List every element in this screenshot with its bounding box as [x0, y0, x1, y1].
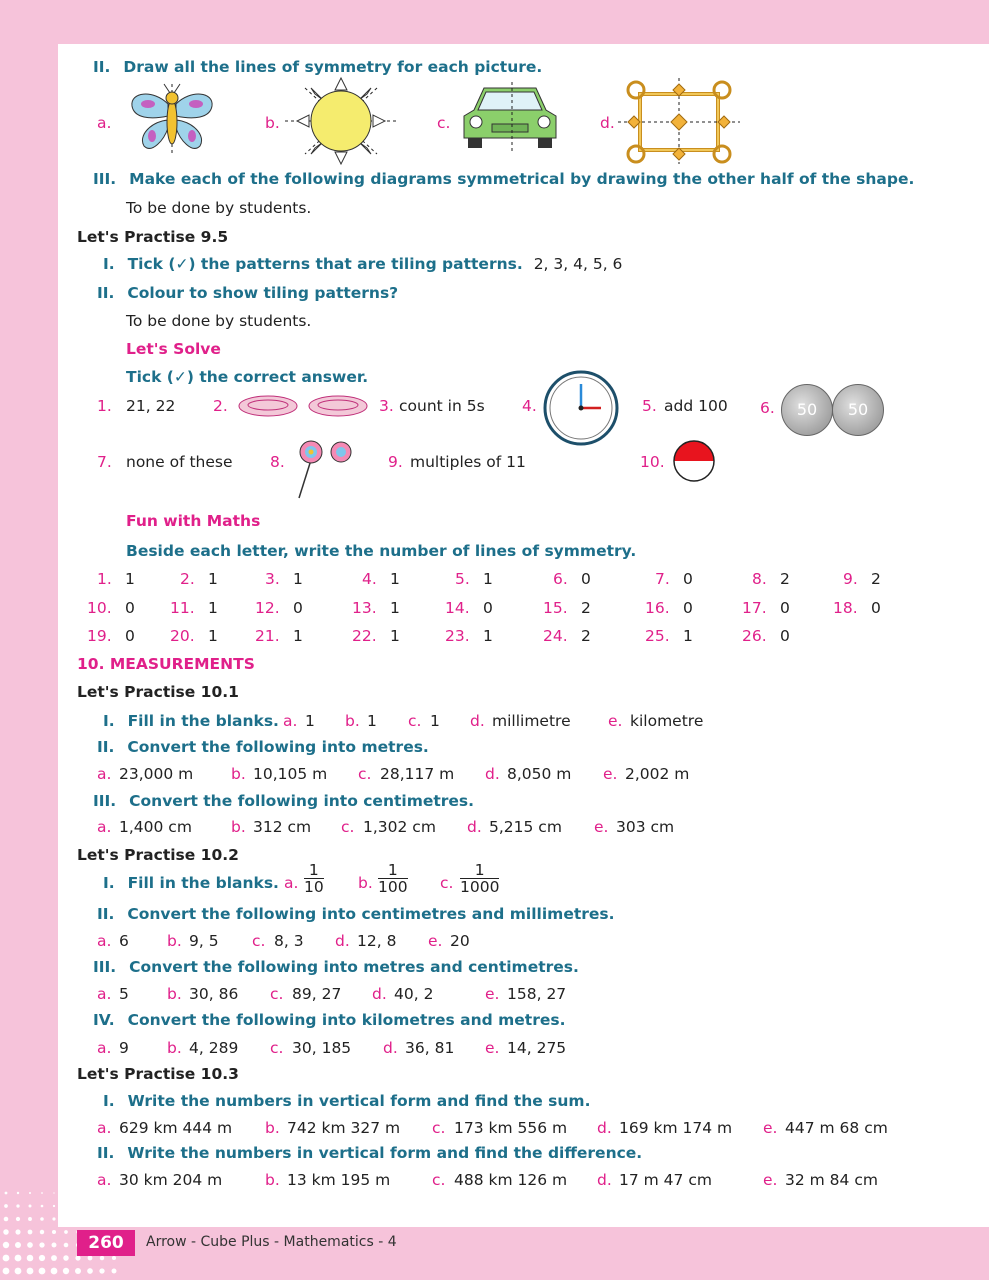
item-number: 1. — [97, 397, 112, 415]
item-answer: none of these — [126, 453, 233, 471]
question-number: I. — [103, 712, 115, 730]
decor-dot — [29, 1205, 32, 1208]
question-2-metres — [97, 737, 429, 757]
grid-number: 20. — [170, 627, 195, 645]
decor-dot — [101, 1218, 103, 1220]
grid-number: 24. — [543, 627, 568, 645]
decor-dot — [51, 1268, 58, 1275]
grid-answer: 2 — [871, 570, 881, 588]
coin-label: 50 — [796, 400, 818, 419]
question-number: I. — [103, 255, 115, 273]
decor-dot — [100, 1256, 104, 1260]
coin-label: 50 — [847, 400, 869, 419]
answer-value: 28,117 m — [380, 765, 455, 783]
answer-label: c. — [270, 1039, 284, 1057]
decor-dot — [63, 1268, 69, 1274]
coin-icon — [832, 384, 884, 436]
question-2-cm-mm — [97, 904, 615, 924]
answer-value: 89, 27 — [292, 985, 342, 1003]
decor-dot — [75, 1255, 80, 1260]
answer-value: 32 m 84 cm — [785, 1171, 878, 1189]
section-heading: Let's Practise 10.2 — [77, 846, 239, 864]
question-1-fractions — [103, 873, 279, 893]
grid-answer: 1 — [483, 570, 493, 588]
answer-label: e. — [594, 818, 609, 836]
question-text: Convert the following into metres and centimetres. — [129, 958, 579, 976]
answer-label: c. — [432, 1171, 446, 1189]
question-number: II. — [97, 905, 115, 923]
answer-label: a. — [97, 985, 112, 1003]
decor-dot — [4, 1204, 8, 1208]
question-text: Colour to show tiling patterns? — [127, 284, 399, 302]
decor-dot — [64, 1243, 69, 1248]
question-4-km-m — [93, 1010, 565, 1030]
answer-label: e. — [485, 985, 500, 1003]
decor-dot — [77, 1218, 79, 1220]
decor-dot — [16, 1217, 20, 1221]
answer-label: d. — [467, 818, 482, 836]
fraction — [378, 862, 408, 895]
decor-dot — [4, 1217, 9, 1222]
decor-dot — [5, 1192, 8, 1195]
grid-number: 8. — [752, 570, 767, 588]
answer-label: a. — [97, 818, 112, 836]
item-number: 6. — [760, 399, 775, 417]
answer-value: 169 km 174 m — [619, 1119, 733, 1137]
answer-value: 17 m 47 cm — [619, 1171, 712, 1189]
decor-dot — [113, 1205, 114, 1206]
question-text: Make each of the following diagrams symmetrical by drawing the other half of the shape. — [129, 170, 915, 188]
numerator: 1 — [304, 862, 324, 879]
answer-label: e. — [608, 712, 623, 730]
answer-value: 23,000 m — [119, 765, 194, 783]
item-number: 3. — [379, 397, 394, 415]
numerator: 1 — [378, 862, 408, 879]
grid-number: 10. — [87, 599, 112, 617]
decor-dot — [40, 1230, 44, 1234]
answer-value: 6 — [119, 932, 129, 950]
question-3-symmetry — [93, 169, 914, 189]
grid-answer: 0 — [683, 599, 693, 617]
decor-dot — [89, 1205, 90, 1206]
answer-value: 158, 27 — [507, 985, 567, 1003]
grid-answer: 0 — [683, 570, 693, 588]
decor-dot — [63, 1255, 69, 1261]
decor-dot — [101, 1205, 102, 1206]
answer-value: kilometre — [630, 712, 704, 730]
answer-label: a. — [97, 1039, 112, 1057]
grid-number: 22. — [352, 627, 377, 645]
denominator: 100 — [378, 878, 408, 896]
answer-value: 13 km 195 m — [287, 1171, 391, 1189]
numerator: 1 — [460, 862, 499, 879]
grid-number: 9. — [843, 570, 858, 588]
answer-label: b. — [231, 818, 246, 836]
grid-answer: 2 — [581, 627, 591, 645]
question-2-tiling — [97, 283, 398, 303]
item-number: 7. — [97, 453, 112, 471]
decor-dot — [53, 1205, 55, 1207]
grid-number: 21. — [255, 627, 280, 645]
coin-icon — [781, 384, 833, 436]
question-text: Convert the following into centimetres and millimetres. — [127, 905, 615, 923]
answer-label: a. — [283, 712, 298, 730]
decor-dot — [87, 1268, 93, 1274]
knot-frame-icon — [618, 78, 740, 164]
answer-label: d. — [335, 932, 350, 950]
answer-value: 9, 5 — [189, 932, 219, 950]
answer-label: e. — [763, 1171, 778, 1189]
answer-label: d. — [372, 985, 387, 1003]
decor-dot — [3, 1268, 10, 1275]
answer-value: 5 — [119, 985, 129, 1003]
grid-answer: 2 — [581, 599, 591, 617]
decor-dot — [89, 1192, 90, 1193]
sun-icon — [285, 78, 397, 164]
grid-number: 1. — [97, 570, 112, 588]
answer-label: c. — [252, 932, 266, 950]
item-number: 5. — [642, 397, 657, 415]
grid-number: 5. — [455, 570, 470, 588]
chapter-heading: 10. MEASUREMENTS — [77, 655, 255, 673]
question-text: Write the numbers in vertical form and find the sum. — [127, 1092, 591, 1110]
decor-dot — [65, 1192, 66, 1193]
question-number: II. — [97, 284, 115, 302]
decor-dot — [28, 1217, 32, 1221]
decor-dot — [52, 1243, 57, 1248]
decor-dot — [41, 1205, 44, 1208]
answer-label: a. — [97, 932, 112, 950]
grid-number: 7. — [655, 570, 670, 588]
question-number: IV. — [93, 1011, 115, 1029]
answer-label: e. — [485, 1039, 500, 1057]
grid-answer: 0 — [483, 599, 493, 617]
answer-text: 2, 3, 4, 5, 6 — [533, 255, 623, 273]
decor-dot — [27, 1242, 33, 1248]
decor-dot — [112, 1256, 116, 1260]
section-heading: Fun with Maths — [126, 512, 261, 530]
denominator: 1000 — [460, 878, 500, 896]
fraction — [460, 862, 499, 895]
grid-number: 16. — [645, 599, 670, 617]
answer-label: a. — [97, 765, 112, 783]
decor-dot — [75, 1268, 81, 1274]
answer-value: 1 — [305, 712, 315, 730]
decor-dot — [15, 1255, 22, 1262]
question-number: II. — [97, 738, 115, 756]
answer-text: To be done by students. — [126, 199, 312, 217]
grid-number: 12. — [255, 599, 280, 617]
grid-answer: 1 — [293, 627, 303, 645]
answer-value: 30, 185 — [292, 1039, 352, 1057]
grid-number: 26. — [742, 627, 767, 645]
answer-value: 40, 2 — [394, 985, 434, 1003]
question-1-fill-blanks — [103, 711, 279, 731]
question-text: Convert the following into centimetres. — [129, 792, 475, 810]
answer-label: e. — [428, 932, 443, 950]
decor-dot — [113, 1192, 114, 1193]
grid-answer: 1 — [125, 570, 135, 588]
pic-label-b: b. — [265, 114, 280, 132]
decor-dot — [28, 1230, 33, 1235]
answer-value: 5,215 cm — [489, 818, 562, 836]
question-2-difference — [97, 1143, 642, 1163]
footer-title: Arrow - Cube Plus - Mathematics - 4 — [146, 1234, 397, 1250]
answer-value: 629 km 444 m — [119, 1119, 233, 1137]
answer-value: 173 km 556 m — [454, 1119, 568, 1137]
decor-dot — [15, 1268, 22, 1275]
decor-dot — [53, 1192, 54, 1193]
decor-dot — [3, 1255, 10, 1262]
denominator: 10 — [304, 878, 324, 896]
item-number: 4. — [522, 397, 537, 415]
answer-label: b. — [345, 712, 360, 730]
decor-dot — [64, 1230, 68, 1234]
question-text: Fill in the blanks. — [127, 874, 279, 892]
question-3-centimetres — [93, 791, 474, 811]
answer-value: millimetre — [492, 712, 571, 730]
answer-label: d. — [383, 1039, 398, 1057]
item-number: 9. — [388, 453, 403, 471]
grid-number: 19. — [87, 627, 112, 645]
grid-answer: 1 — [483, 627, 493, 645]
grid-number: 2. — [180, 570, 195, 588]
grid-answer: 1 — [390, 570, 400, 588]
answer-label: b. — [265, 1171, 280, 1189]
decor-dot — [77, 1192, 78, 1193]
grid-answer: 1 — [208, 570, 218, 588]
answer-value: 303 cm — [616, 818, 675, 836]
grid-number: 14. — [445, 599, 470, 617]
decor-dot — [99, 1268, 104, 1273]
item-answer: count in 5s — [399, 397, 485, 415]
grid-number: 25. — [645, 627, 670, 645]
pic-label-a: a. — [97, 114, 112, 132]
decor-dot — [89, 1218, 91, 1220]
half-circle-icon — [673, 440, 715, 482]
grid-answer: 1 — [390, 627, 400, 645]
grid-answer: 0 — [293, 599, 303, 617]
answer-value: 8,050 m — [507, 765, 572, 783]
plates-icon — [238, 394, 370, 418]
answer-label: e. — [603, 765, 618, 783]
answer-label: c. — [341, 818, 355, 836]
answer-value: 312 cm — [253, 818, 312, 836]
grid-answer: 0 — [125, 627, 135, 645]
item-number: 10. — [640, 453, 665, 471]
answer-label: a. — [97, 1171, 112, 1189]
decor-dot — [27, 1268, 34, 1275]
question-text: Tick (✓) the patterns that are tiling patterns. — [127, 255, 523, 273]
decor-dot — [112, 1269, 117, 1274]
decor-dot — [27, 1255, 34, 1262]
butterfly-icon — [128, 84, 216, 156]
question-number: III. — [93, 958, 117, 976]
decor-dot — [15, 1229, 20, 1234]
item-answer: multiples of 11 — [410, 453, 526, 471]
answer-label: b. — [265, 1119, 280, 1137]
item-answer: 21, 22 — [126, 397, 176, 415]
pic-label-d: d. — [600, 114, 615, 132]
answer-value: 4, 289 — [189, 1039, 239, 1057]
decor-dot — [65, 1218, 68, 1221]
answer-label: a. — [97, 1119, 112, 1137]
answer-value: 20 — [450, 932, 470, 950]
section-heading: Let's Practise 9.5 — [77, 228, 229, 246]
question-text: Fill in the blanks. — [127, 712, 279, 730]
question-text: Draw all the lines of symmetry for each picture. — [123, 58, 543, 76]
answer-label: a. — [284, 874, 299, 892]
grid-answer: 0 — [871, 599, 881, 617]
answer-value: 742 km 327 m — [287, 1119, 401, 1137]
answer-label: e. — [763, 1119, 778, 1137]
instruction-text: Tick (✓) the correct answer. — [126, 368, 369, 386]
item-number: 2. — [213, 397, 228, 415]
answer-label: c. — [432, 1119, 446, 1137]
fraction — [304, 862, 324, 895]
decor-dot — [52, 1217, 55, 1220]
decor-dot — [15, 1242, 21, 1248]
grid-number: 4. — [362, 570, 377, 588]
grid-number: 13. — [352, 599, 377, 617]
grid-answer: 0 — [780, 627, 790, 645]
decor-dot — [17, 1192, 19, 1194]
car-icon — [460, 82, 560, 154]
answer-label: b. — [167, 985, 182, 1003]
grid-number: 17. — [742, 599, 767, 617]
answer-value: 488 km 126 m — [454, 1171, 568, 1189]
section-heading: Let's Solve — [126, 340, 221, 358]
item-number: 8. — [270, 453, 285, 471]
decor-dot — [40, 1217, 44, 1221]
answer-label: c. — [440, 874, 454, 892]
decor-dot — [3, 1242, 9, 1248]
answer-value: 36, 81 — [405, 1039, 455, 1057]
grid-number: 23. — [445, 627, 470, 645]
answer-label: b. — [231, 765, 246, 783]
grid-number: 15. — [543, 599, 568, 617]
question-number: II. — [93, 58, 111, 76]
answer-label: c. — [358, 765, 372, 783]
answer-label: d. — [470, 712, 485, 730]
question-text: Convert the following into metres. — [127, 738, 429, 756]
grid-number: 18. — [833, 599, 858, 617]
grid-answer: 0 — [780, 599, 790, 617]
question-1-tiling — [103, 254, 622, 274]
answer-value: 30, 86 — [189, 985, 239, 1003]
section-heading: Let's Practise 10.1 — [77, 683, 239, 701]
answer-label: d. — [485, 765, 500, 783]
answer-value: 12, 8 — [357, 932, 397, 950]
pic-label-c: c. — [437, 114, 451, 132]
section-heading: Let's Practise 10.3 — [77, 1065, 239, 1083]
decor-dot — [101, 1192, 102, 1193]
answer-text: To be done by students. — [126, 312, 312, 330]
decor-dot — [16, 1204, 19, 1207]
lollipops-icon — [293, 436, 359, 500]
grid-answer: 1 — [208, 599, 218, 617]
decor-dot — [52, 1230, 56, 1234]
answer-label: b. — [167, 1039, 182, 1057]
answer-value: 1,400 cm — [119, 818, 192, 836]
question-1-sum — [103, 1091, 590, 1111]
grid-answer: 1 — [293, 570, 303, 588]
answer-value: 9 — [119, 1039, 129, 1057]
answer-value: 14, 275 — [507, 1039, 567, 1057]
grid-answer: 1 — [208, 627, 218, 645]
answer-value: 30 km 204 m — [119, 1171, 223, 1189]
answer-label: b. — [358, 874, 373, 892]
clock-icon — [543, 370, 619, 446]
decor-dot — [113, 1218, 114, 1219]
grid-answer: 1 — [390, 599, 400, 617]
answer-value: 10,105 m — [253, 765, 328, 783]
grid-answer: 2 — [780, 570, 790, 588]
grid-number: 3. — [265, 570, 280, 588]
decor-dot — [29, 1192, 31, 1194]
decor-dot — [41, 1192, 43, 1194]
grid-answer: 0 — [125, 599, 135, 617]
answer-value: 447 m 68 cm — [785, 1119, 888, 1137]
question-text: Convert the following into kilometres and metres. — [127, 1011, 566, 1029]
grid-number: 11. — [170, 599, 195, 617]
question-3-m-cm — [93, 957, 579, 977]
question-number: III. — [93, 792, 117, 810]
answer-label: d. — [597, 1171, 612, 1189]
item-answer: add 100 — [664, 397, 728, 415]
answer-value: 2,002 m — [625, 765, 690, 783]
decor-dot — [3, 1229, 9, 1235]
question-number: I. — [103, 1092, 115, 1110]
instruction-text: Beside each letter, write the number of lines of symmetry. — [126, 542, 637, 560]
decor-dot — [39, 1242, 44, 1247]
answer-label: b. — [167, 932, 182, 950]
question-number: I. — [103, 874, 115, 892]
decor-dot — [39, 1255, 45, 1261]
page-number: 260 — [77, 1230, 135, 1256]
decor-dot — [51, 1255, 57, 1261]
question-number: II. — [97, 1144, 115, 1162]
answer-label: c. — [270, 985, 284, 1003]
grid-number: 6. — [553, 570, 568, 588]
question-2-symmetry — [93, 57, 542, 77]
grid-answer: 0 — [581, 570, 591, 588]
answer-value: 1 — [430, 712, 440, 730]
answer-label: d. — [597, 1119, 612, 1137]
answer-value: 1 — [367, 712, 377, 730]
answer-value: 1,302 cm — [363, 818, 436, 836]
question-number: III. — [93, 170, 117, 188]
decor-dot — [39, 1268, 46, 1275]
answer-value: 8, 3 — [274, 932, 304, 950]
decor-dot — [65, 1205, 67, 1207]
grid-answer: 1 — [683, 627, 693, 645]
question-text: Write the numbers in vertical form and find the difference. — [127, 1144, 643, 1162]
decor-dot — [88, 1256, 93, 1261]
answer-label: c. — [408, 712, 422, 730]
decor-dot — [77, 1205, 79, 1207]
